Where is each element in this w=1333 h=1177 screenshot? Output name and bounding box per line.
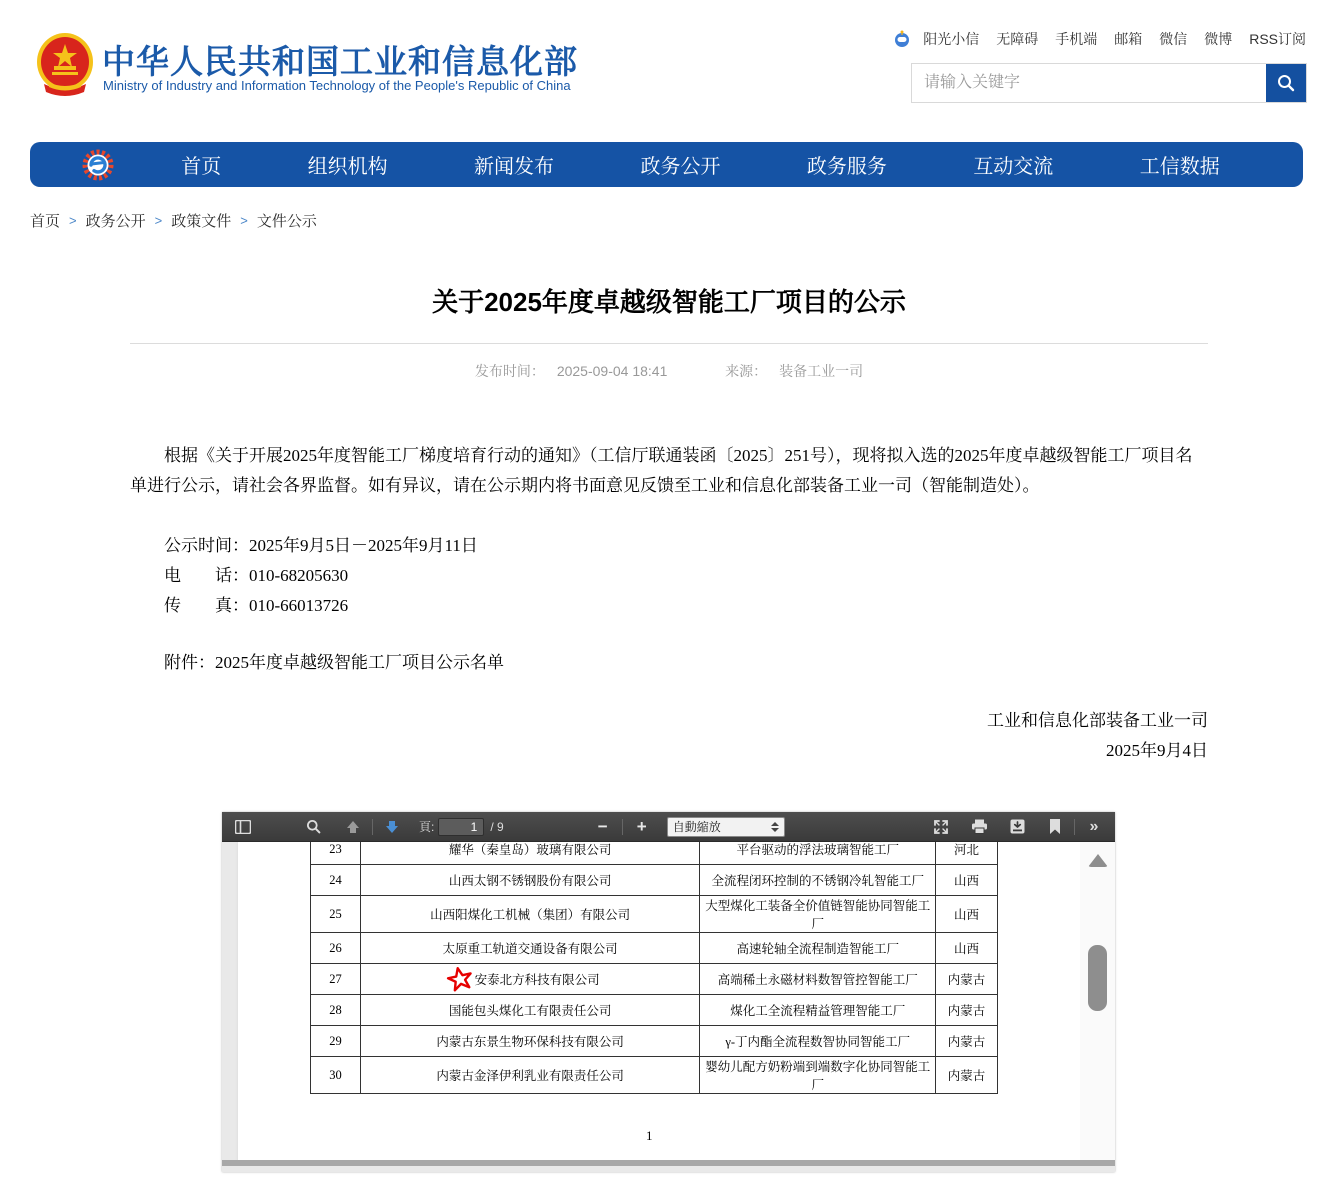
pdf-page-number: 1	[646, 1128, 653, 1143]
pdf-toolbar	[222, 812, 1115, 842]
quick-link-mail[interactable]: 邮箱	[1114, 31, 1143, 47]
nav-item-organization[interactable]: 组织机构	[307, 156, 388, 178]
page-label: 頁:	[419, 820, 435, 834]
cell-project: 煤化工全流程精益管理智能工厂	[700, 995, 936, 1026]
cell-province: 内蒙古	[936, 1026, 998, 1057]
gear-e-logo	[78, 145, 118, 185]
nav-item-interaction[interactable]: 互动交流	[973, 156, 1054, 178]
cell-no: 26	[311, 933, 361, 964]
nav-items	[118, 150, 1303, 179]
quick-link-weibo[interactable]: 微博	[1204, 31, 1233, 47]
cell-province: 山西	[936, 896, 998, 933]
presentation-mode-button[interactable]	[928, 815, 954, 839]
toolbar-right-group	[928, 815, 1107, 839]
breadcrumb-file-publicity[interactable]: 文件公示	[256, 213, 317, 230]
print-icon	[971, 819, 988, 834]
cell-project: γ-丁内酯全流程数智协同智能工厂	[700, 1026, 936, 1057]
page-title: 关于2025年度卓越级智能工厂项目的公示	[432, 287, 906, 317]
cell-project: 高端稀土永磁材料数智管控智能工厂	[700, 964, 936, 995]
cell-no: 27	[311, 964, 361, 995]
zoom-out-button[interactable]: −	[597, 816, 608, 836]
search-box	[911, 63, 1307, 103]
sidebar-toggle-icon	[235, 820, 251, 834]
cell-no: 28	[311, 995, 361, 1026]
breadcrumb	[30, 210, 317, 231]
cell-province: 内蒙古	[936, 964, 998, 995]
search-icon	[1276, 73, 1296, 93]
factory-table	[310, 842, 998, 1094]
cell-company	[360, 964, 699, 995]
quick-link-accessibility[interactable]: 无障碍	[996, 31, 1039, 47]
search-button[interactable]	[1266, 64, 1306, 102]
table-row	[311, 1026, 998, 1057]
presentation-icon	[933, 819, 949, 835]
breadcrumb-separator: >	[69, 213, 77, 228]
zoom-mode-value: 自動縮放	[672, 820, 721, 834]
page-up-button[interactable]	[340, 815, 366, 839]
signature-department: 工业和信息化部装备工业一司	[987, 711, 1208, 730]
toolbar-separator	[1074, 819, 1075, 835]
source-value: 装备工业一司	[779, 363, 864, 379]
site-subtitle: Ministry of Industry and Information Technology of the People's Republic of China	[103, 78, 571, 93]
table-row	[311, 933, 998, 964]
article	[130, 260, 1208, 766]
cell-no: 25	[311, 896, 361, 933]
pdf-body	[222, 842, 1115, 1166]
cell-province: 内蒙古	[936, 995, 998, 1026]
toolbar-separator	[622, 819, 623, 835]
table-row-starred	[311, 964, 998, 995]
download-button[interactable]	[1004, 815, 1030, 839]
cell-company-text: 安泰北方科技有限公司	[474, 973, 600, 987]
bookmark-icon	[1049, 819, 1061, 834]
cell-company: 太原重工轨道交通设备有限公司	[360, 933, 699, 964]
pdf-scrollbar	[1080, 842, 1115, 1166]
zoom-in-button[interactable]: +	[636, 816, 647, 836]
site-title: 中华人民共和国工业和信息化部	[102, 43, 578, 80]
sidebar-toggle-button[interactable]	[230, 815, 256, 839]
nav-item-home[interactable]: 首页	[181, 156, 222, 178]
article-paragraph: 根据《关于开展2025年度智能工厂梯度培育行动的通知》（工信厅联通装函〔2025〕251号），现将拟入选的2025年度卓越级智能工厂项目名单进行公示，请社会各界监督。如有异议，请在公示期内将书面意见反馈至工业和信息化部装备工业一司（智能制造处）。	[130, 446, 1193, 495]
table-row	[311, 995, 998, 1026]
cell-province: 山西	[936, 933, 998, 964]
source-label: 来源：	[725, 363, 768, 379]
nav-item-data[interactable]: 工信数据	[1139, 156, 1220, 178]
more-tools-button[interactable]: »	[1089, 817, 1099, 835]
cell-province: 山西	[936, 865, 998, 896]
quick-link-mobile[interactable]: 手机端	[1055, 31, 1098, 47]
page-up-icon	[345, 819, 361, 835]
cell-no: 30	[311, 1057, 361, 1094]
cell-no: 29	[311, 1026, 361, 1057]
breadcrumb-separator: >	[240, 213, 248, 228]
table-row	[311, 896, 998, 933]
scroll-up-icon[interactable]	[1088, 854, 1108, 867]
cell-project: 平台驱动的浮法玻璃智能工厂	[700, 842, 936, 865]
breadcrumb-home[interactable]: 首页	[30, 213, 61, 230]
find-button[interactable]	[300, 815, 326, 839]
nav-item-gov-services[interactable]: 政务服务	[806, 156, 887, 178]
cell-province: 河北	[936, 842, 998, 865]
page-number-input[interactable]	[438, 818, 484, 836]
cell-project: 全流程闭环控制的不锈钢冷轧智能工厂	[700, 865, 936, 896]
star-icon	[447, 966, 473, 992]
page-total: / 9	[490, 819, 504, 834]
cell-company: 内蒙古东景生物环保科技有限公司	[360, 1026, 699, 1057]
publish-time: 2025-09-04 18:41	[556, 363, 668, 379]
cell-company: 内蒙古金泽伊利乳业有限责任公司	[360, 1057, 699, 1094]
table-row	[311, 1057, 998, 1094]
nav-item-gov-disclosure[interactable]: 政务公开	[640, 156, 721, 178]
publish-time-label: 发布时间：	[474, 363, 545, 379]
robot-icon	[892, 29, 912, 49]
signature-date: 2025年9月4日	[1106, 741, 1208, 760]
cell-company: 耀华（秦皇岛）玻璃有限公司	[360, 842, 699, 865]
cell-province: 内蒙古	[936, 1057, 998, 1094]
phone-line: 电 话：010-68205630	[164, 566, 349, 585]
article-body	[130, 441, 1208, 678]
pdf-bottom-bar	[222, 1160, 1115, 1166]
quick-link-sunshine[interactable]: 阳光小信	[923, 31, 980, 47]
breadcrumb-separator: >	[154, 213, 163, 228]
select-arrows-icon	[771, 822, 779, 832]
page-down-button[interactable]	[379, 815, 405, 839]
pdf-page	[238, 842, 1080, 1166]
scrollbar-thumb[interactable]	[1088, 945, 1107, 1011]
quick-links	[892, 29, 1306, 49]
national-emblem	[34, 32, 96, 98]
cell-project: 高速轮轴全流程制造智能工厂	[700, 933, 936, 964]
page-down-icon	[384, 819, 400, 835]
find-icon	[306, 819, 321, 834]
quick-link-wechat[interactable]: 微信	[1159, 31, 1188, 47]
download-icon	[1010, 819, 1025, 834]
cell-project: 大型煤化工装备全价值链智能协同智能工厂	[700, 896, 936, 933]
bookmark-button[interactable]	[1042, 815, 1068, 839]
breadcrumb-policy-files[interactable]: 政策文件	[171, 213, 232, 230]
cell-no: 24	[311, 865, 361, 896]
search-input[interactable]	[912, 64, 1266, 102]
signature-block	[130, 706, 1208, 766]
cell-company: 国能包头煤化工有限责任公司	[360, 995, 699, 1026]
table-row	[311, 865, 998, 896]
cell-company: 山西太钢不锈钢股份有限公司	[360, 865, 699, 896]
table-row	[311, 842, 998, 865]
notice-period-line: 公示时间：2025年9月5日－2025年9月11日	[164, 536, 478, 555]
main-nav	[30, 142, 1303, 187]
cell-company: 山西阳煤化工机械（集团）有限公司	[360, 896, 699, 933]
breadcrumb-gov-disclosure[interactable]: 政务公开	[85, 213, 146, 230]
cell-project: 婴幼儿配方奶粉端到端数字化协同智能工厂	[700, 1057, 936, 1094]
cell-no: 23	[311, 842, 361, 865]
pdf-viewer	[222, 812, 1115, 1172]
title-divider	[130, 343, 1208, 344]
nav-item-news[interactable]: 新闻发布	[474, 156, 555, 178]
quick-link-rss[interactable]: RSS订阅	[1249, 31, 1306, 47]
zoom-mode-select[interactable]	[667, 817, 785, 837]
attachment-link[interactable]: 附件：2025年度卓越级智能工厂项目公示名单	[164, 653, 504, 672]
toolbar-separator	[372, 819, 373, 835]
article-meta	[130, 361, 1208, 381]
print-button[interactable]	[966, 815, 992, 839]
fax-line: 传 真：010-66013726	[164, 596, 349, 615]
